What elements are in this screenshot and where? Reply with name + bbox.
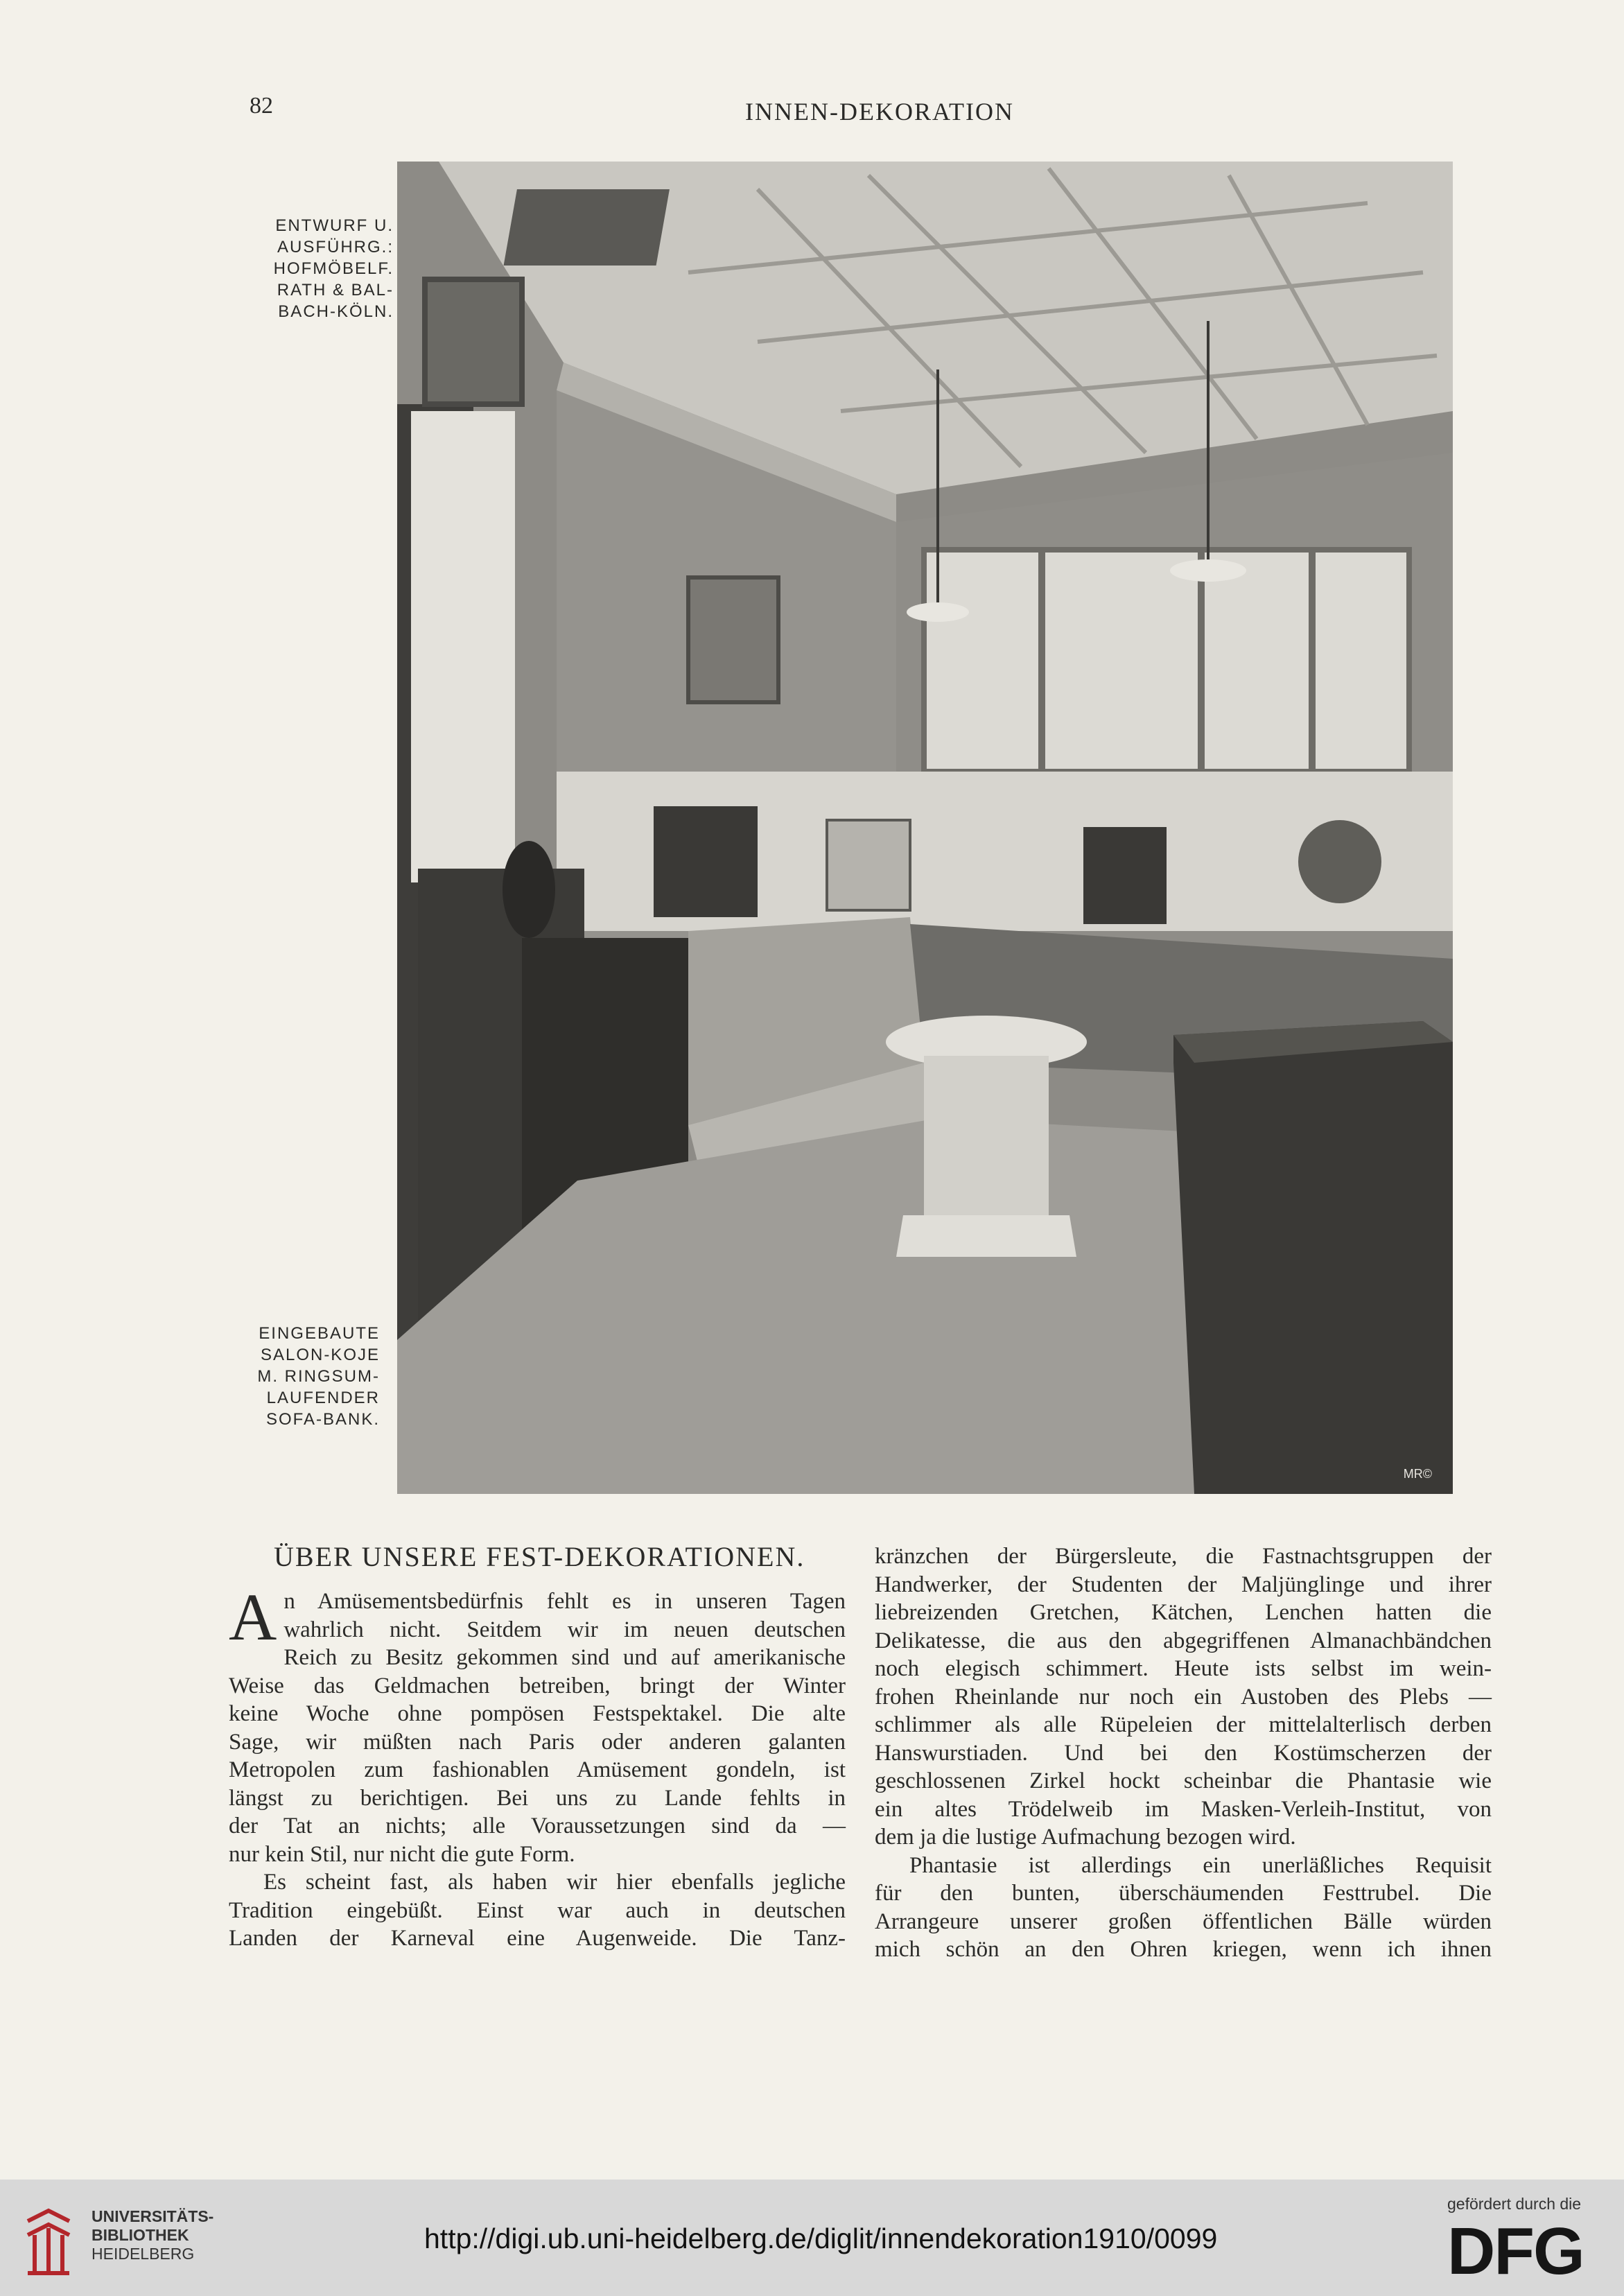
text-line: Handwerker, der Studenten der Maljünglinge und ihrer	[875, 1572, 1492, 1597]
text-line: nur kein Stil, nur nicht die gute Form.	[229, 1841, 575, 1867]
text-line: noch elegisch schimmert. Heute ists selbst im wein-	[875, 1656, 1492, 1681]
text-line: Landen der Karneval eine Augenweide. Die Tanz-	[229, 1926, 846, 1951]
dfg-logo[interactable]: DFG	[1447, 2214, 1584, 2288]
text-line: kränzchen der Bürgersleute, die Fastnachtsgruppen der	[875, 1544, 1492, 1569]
caption-line: SALON-KOJE	[260, 1346, 380, 1364]
article-title: ÜBER UNSERE FEST-DEKORATIONEN.	[274, 1541, 805, 1572]
text-line: längst zu berichtigen. Bei uns zu Lande fehlts in	[229, 1785, 846, 1811]
caption-line: LAUFENDER	[266, 1389, 380, 1407]
university-library-name[interactable]	[91, 2207, 213, 2263]
dropcap: A	[229, 1580, 277, 1654]
caption-line: AUSFÜHRG.:	[277, 238, 394, 256]
text-line: Arrangeure unserer großen öffentlichen Bälle würden	[875, 1908, 1492, 1934]
caption-line: SOFA-BANK.	[265, 1410, 380, 1429]
text-line: Sage, wir müßten nach Paris oder anderen galanten	[229, 1729, 846, 1755]
text-line: Hanswurstiaden. Und bei den Kostümscherzen der	[875, 1740, 1492, 1766]
text-line: liebreizenden Gretchen, Kätchen, Lenchen hatten die	[875, 1600, 1492, 1625]
article-column-right	[875, 1542, 1492, 1964]
photo-caption-description	[250, 1323, 380, 1430]
digitization-footer	[0, 2180, 1624, 2296]
photographer-mark: MR©	[1403, 1467, 1432, 1481]
permalink-url[interactable]: http://digi.ub.uni-heidelberg.de/diglit/innendekoration1910/0099	[424, 2223, 1218, 2254]
funded-by-label: gefördert durch die	[1447, 2195, 1582, 2213]
library-name-line: HEIDELBERG	[91, 2245, 195, 2263]
text-line: Es scheint fast, als haben wir hier ebenfalls jegliche	[263, 1870, 846, 1895]
text-line: Reich zu Besitz gekommen sind und auf amerikanische	[283, 1645, 846, 1670]
text-line: Phantasie ist allerdings ein unerläßliches Requisit	[909, 1852, 1492, 1878]
text-line: der Tat an nichts; alle Voraussetzungen sind da —	[229, 1814, 846, 1838]
text-line: ein altes Trödelweib im Masken-Verleih-Institut, von	[875, 1796, 1492, 1822]
text-line: wahrlich nicht. Seitdem wir im neuen deutschen	[283, 1617, 846, 1642]
running-title: INNEN-DEKORATION	[745, 98, 1014, 125]
text-line: frohen Rheinlande nur noch ein Austoben des Plebs —	[875, 1684, 1492, 1710]
caption-line: BACH-KÖLN.	[278, 302, 394, 321]
text-line: Metropolen zum fashionablen Amüsement gondeln, ist	[229, 1757, 846, 1782]
text-line: n Amüsementsbedürfnis fehlt es in unseren Tagen	[283, 1589, 846, 1614]
library-name-line: BIBLIOTHEK	[91, 2226, 189, 2244]
text-line: Weise das Geldmachen betreiben, bringt der Winter	[229, 1673, 846, 1698]
text-line: dem ja die lustige Aufmachung bezogen wird.	[875, 1825, 1296, 1850]
text-line: geschlossenen Zirkel hockt scheinbar die Phantasie wie	[875, 1768, 1492, 1793]
text-line: keine Woche ohne pompösen Festspektakel. Die alte	[229, 1701, 846, 1726]
caption-line: M. RINGSUM-	[257, 1367, 380, 1386]
text-line: mich schön an den Ohren kriegen, wenn ich ihnen	[875, 1937, 1492, 1962]
salon-photo-illustration	[397, 162, 1453, 1494]
page-number: 82	[250, 93, 273, 119]
interior-photograph	[397, 162, 1453, 1494]
text-line: Tradition eingebüßt. Einst war auch in deutschen	[229, 1897, 846, 1923]
photo-caption-credits	[262, 215, 394, 322]
caption-line: RATH & BAL-	[277, 281, 394, 299]
article-column-left	[229, 1580, 846, 1953]
text-line: für den bunten, überschäumenden Festtrubel. Die	[875, 1881, 1492, 1906]
caption-line: ENTWURF U.	[275, 216, 394, 235]
caption-line: HOFMÖBELF.	[273, 259, 394, 278]
library-name-line: UNIVERSITÄTS-	[91, 2207, 214, 2225]
university-library-logo-icon[interactable]	[21, 2193, 76, 2280]
caption-line: EINGEBAUTE	[259, 1324, 380, 1343]
text-line: schlimmer als alle Rüpeleien der mittelalterlisch derben	[875, 1712, 1492, 1737]
text-line: Delikatesse, die aus den abgegriffenen Almanachbändchen	[875, 1628, 1492, 1653]
